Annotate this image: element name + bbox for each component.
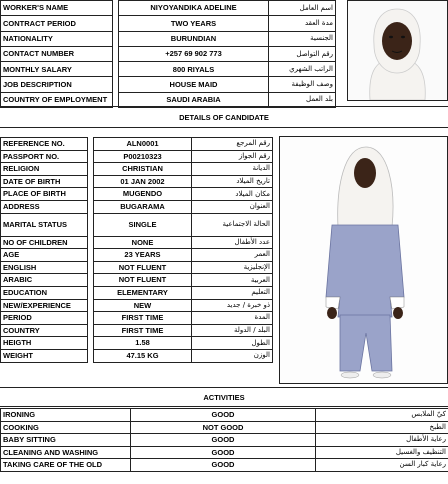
headshot-photo bbox=[347, 0, 448, 101]
field-value: 23 YEARS bbox=[94, 249, 192, 262]
field-label-arabic: رقم الجواز bbox=[192, 150, 273, 163]
field-label: WEIGHT bbox=[1, 349, 88, 362]
field-label: CONTRACT PERIOD bbox=[1, 16, 113, 31]
table-row bbox=[1, 1, 336, 16]
activity-rating: NOT GOOD bbox=[131, 421, 316, 434]
field-label-arabic: العمر bbox=[192, 249, 273, 262]
field-label: RELIGION bbox=[1, 163, 88, 176]
activity-label: COOKING bbox=[1, 421, 131, 434]
activity-label: CLEANING AND WASHING bbox=[1, 446, 131, 459]
field-label-arabic: التعليم bbox=[192, 286, 273, 299]
activity-label-arabic: رعاية كبار السن bbox=[316, 459, 448, 472]
field-label: CONTACT NUMBER bbox=[1, 46, 113, 61]
field-label-arabic: الإنجليزية bbox=[192, 261, 273, 274]
full-body-photo bbox=[279, 136, 448, 384]
field-label: NEW/EXPERIENCE bbox=[1, 299, 88, 312]
field-label-arabic: الوزن bbox=[192, 349, 273, 362]
activity-rating: GOOD bbox=[131, 446, 316, 459]
table-row bbox=[1, 274, 273, 287]
activity-label-arabic: رعاية الأطفال bbox=[316, 434, 448, 447]
table-row bbox=[1, 46, 336, 61]
field-value: P00210323 bbox=[94, 150, 192, 163]
field-label: PLACE OF BIRTH bbox=[1, 188, 88, 201]
table-row bbox=[1, 62, 336, 77]
field-value: +257 69 902 773 bbox=[119, 46, 269, 61]
field-value: BURUNDIAN bbox=[119, 31, 269, 46]
candidate-details-heading: DETAILS OF CANDIDATE bbox=[0, 106, 448, 128]
table-row bbox=[1, 286, 273, 299]
table-row bbox=[1, 312, 273, 325]
table-row bbox=[1, 434, 448, 447]
field-value: FIRST TIME bbox=[94, 324, 192, 337]
field-label-arabic: ذو خبرة / جديد bbox=[192, 299, 273, 312]
field-label-arabic: الحالة الاجتماعية bbox=[192, 213, 273, 236]
field-value: SAUDI ARABIA bbox=[119, 92, 269, 107]
field-value: 01 JAN 2002 bbox=[94, 175, 192, 188]
table-row bbox=[1, 213, 273, 236]
field-value: NIYOYANDIKA ADELINE bbox=[119, 1, 269, 16]
activity-label: TAKING CARE OF THE OLD bbox=[1, 459, 131, 472]
field-label-arabic: العنوان bbox=[192, 200, 273, 213]
field-label: REFERENCE NO. bbox=[1, 138, 88, 151]
field-value: ALN0001 bbox=[94, 138, 192, 151]
table-row bbox=[1, 337, 273, 350]
activity-label-arabic: كيّ الملابس bbox=[316, 409, 448, 422]
table-row bbox=[1, 77, 336, 92]
field-label: EDUCATION bbox=[1, 286, 88, 299]
table-row bbox=[1, 200, 273, 213]
field-label-arabic: الديانة bbox=[192, 163, 273, 176]
field-value: NEW bbox=[94, 299, 192, 312]
field-label-arabic: العربية bbox=[192, 274, 273, 287]
field-label-arabic: البلد / الدولة bbox=[192, 324, 273, 337]
field-label: PERIOD bbox=[1, 312, 88, 325]
field-label-arabic: مدة العقد bbox=[269, 16, 336, 31]
field-value: NONE bbox=[94, 236, 192, 249]
table-row bbox=[1, 249, 273, 262]
activity-rating: GOOD bbox=[131, 459, 316, 472]
activity-label-arabic: التنظيف والغسيل bbox=[316, 446, 448, 459]
table-row bbox=[1, 261, 273, 274]
field-label-arabic: وصف الوظيفة bbox=[269, 77, 336, 92]
activities-table bbox=[0, 408, 448, 472]
field-value: 800 RIYALS bbox=[119, 62, 269, 77]
table-row bbox=[1, 188, 273, 201]
table-row bbox=[1, 409, 448, 422]
table-row bbox=[1, 446, 448, 459]
candidate-details-table bbox=[0, 137, 273, 363]
activity-label-arabic: الطبخ bbox=[316, 421, 448, 434]
field-label-arabic: مكان الميلاد bbox=[192, 188, 273, 201]
table-row bbox=[1, 421, 448, 434]
field-label-arabic: المدة bbox=[192, 312, 273, 325]
table-row bbox=[1, 459, 448, 472]
field-value: MUGENDO bbox=[94, 188, 192, 201]
field-label-arabic: تاريخ الميلاد bbox=[192, 175, 273, 188]
field-label-arabic: اسم العامل bbox=[269, 1, 336, 16]
field-value: CHRISTIAN bbox=[94, 163, 192, 176]
table-row bbox=[1, 138, 273, 151]
field-value: TWO YEARS bbox=[119, 16, 269, 31]
field-label-arabic: الراتب الشهري bbox=[269, 62, 336, 77]
field-label: COUNTRY bbox=[1, 324, 88, 337]
table-row bbox=[1, 150, 273, 163]
field-label: ENGLISH bbox=[1, 261, 88, 274]
field-label-arabic: بلد العمل bbox=[269, 92, 336, 107]
field-value: SINGLE bbox=[94, 213, 192, 236]
field-label-arabic: رقم التواصل bbox=[269, 46, 336, 61]
field-label: COUNTRY OF EMPLOYMENT bbox=[1, 92, 113, 107]
field-value: NOT FLUENT bbox=[94, 261, 192, 274]
field-label: AGE bbox=[1, 249, 88, 262]
activity-rating: GOOD bbox=[131, 434, 316, 447]
table-row bbox=[1, 349, 273, 362]
table-row bbox=[1, 299, 273, 312]
field-label-arabic: رقم المرجع bbox=[192, 138, 273, 151]
field-label: NO OF CHILDREN bbox=[1, 236, 88, 249]
table-row bbox=[1, 16, 336, 31]
field-label: ARABIC bbox=[1, 274, 88, 287]
field-value: 47.15 KG bbox=[94, 349, 192, 362]
field-label-arabic: الطول bbox=[192, 337, 273, 350]
table-row bbox=[1, 236, 273, 249]
field-label: MONTHLY SALARY bbox=[1, 62, 113, 77]
activity-label: IRONING bbox=[1, 409, 131, 422]
field-label: MARITAL STATUS bbox=[1, 213, 88, 236]
field-value: 1.58 bbox=[94, 337, 192, 350]
activity-label: BABY SITTING bbox=[1, 434, 131, 447]
field-value: HOUSE MAID bbox=[119, 77, 269, 92]
field-label: NATIONALITY bbox=[1, 31, 113, 46]
field-label: ADDRESS bbox=[1, 200, 88, 213]
worker-info-table bbox=[0, 0, 336, 108]
activity-rating: GOOD bbox=[131, 409, 316, 422]
field-label: HEIGTH bbox=[1, 337, 88, 350]
activities-heading: ACTIVITIES bbox=[0, 387, 448, 407]
table-row bbox=[1, 324, 273, 337]
field-value: ELEMENTARY bbox=[94, 286, 192, 299]
field-label: DATE OF BIRTH bbox=[1, 175, 88, 188]
field-value: BUGARAMA bbox=[94, 200, 192, 213]
field-value: NOT FLUENT bbox=[94, 274, 192, 287]
table-row bbox=[1, 31, 336, 46]
table-row bbox=[1, 175, 273, 188]
field-label: WORKER'S NAME bbox=[1, 1, 113, 16]
field-value: FIRST TIME bbox=[94, 312, 192, 325]
table-row bbox=[1, 163, 273, 176]
field-label-arabic: عدد الأطفال bbox=[192, 236, 273, 249]
field-label: PASSPORT NO. bbox=[1, 150, 88, 163]
field-label: JOB DESCRIPTION bbox=[1, 77, 113, 92]
field-label-arabic: الجنسية bbox=[269, 31, 336, 46]
